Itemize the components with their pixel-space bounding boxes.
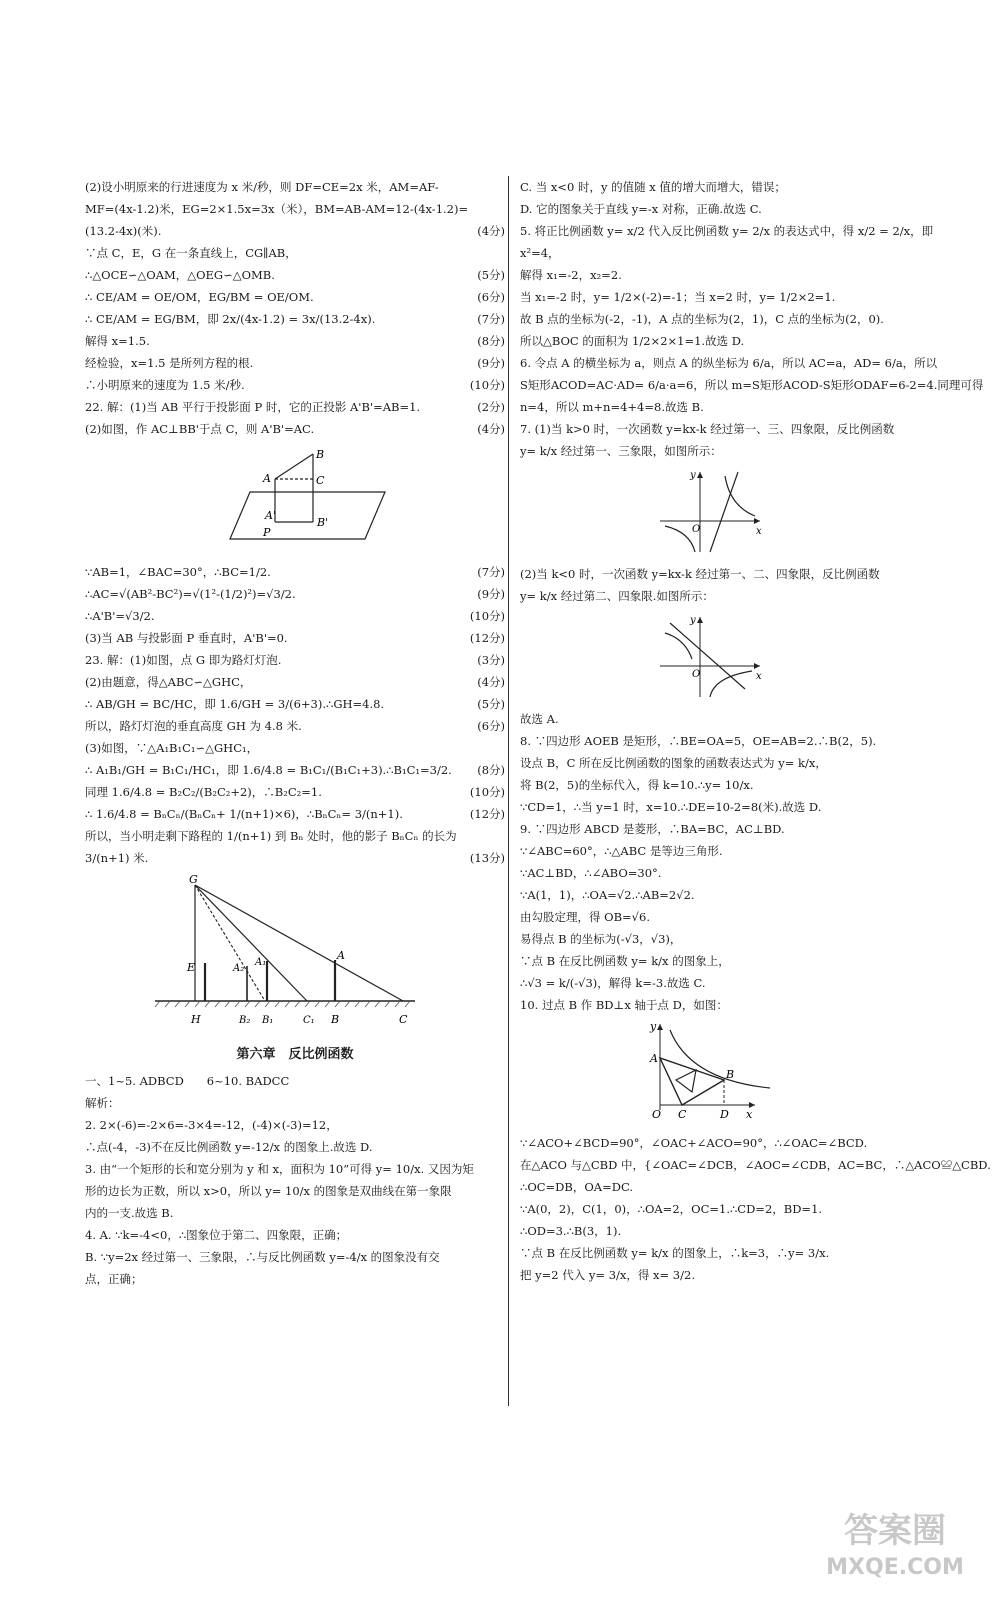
graph2-label-x: x <box>756 671 762 682</box>
line-text: 易得点 B 的坐标为(-√3，√3)， <box>520 932 682 946</box>
watermark-logo <box>810 1502 980 1582</box>
text-line <box>85 649 505 671</box>
score-mark: (5分) <box>477 697 505 711</box>
line-text: ∴ 1.6/4.8 = BₙCₙ/(BₙCₙ+ 1/(n+1)×6)，∴BₙCₙ= 3/(n+1). <box>85 807 403 821</box>
fig10-label-x: x <box>746 1108 753 1121</box>
text-line <box>85 605 505 627</box>
text-line <box>85 1224 505 1246</box>
line-text: C. 当 x<0 时，y 的值随 x 值的增大而增大，错误； <box>520 180 786 194</box>
fig22-label-C: C <box>316 474 325 487</box>
line-text: (3)如图，∵△A₁B₁C₁∽△GHC₁， <box>85 741 259 755</box>
line-text: ∴A'B'=√3/2. <box>85 609 155 623</box>
text-line <box>85 1180 505 1202</box>
line-text: ∴点(-4，-3)不在反比例函数 y=-12/x 的图象上.故选 D. <box>85 1140 373 1154</box>
text-line <box>520 374 984 396</box>
line-text: 内的一支.故选 B. <box>85 1206 174 1220</box>
text-line <box>520 708 940 730</box>
line-text: 22. 解：(1)当 AB 平行于投影面 P 时，它的正投影 A'B'=AB=1. <box>85 400 421 414</box>
text-line <box>520 308 940 330</box>
line-text: ∴小明原来的速度为 1.5 米/秒. <box>85 378 245 392</box>
score-mark: (12分) <box>469 631 505 645</box>
text-line <box>520 862 940 884</box>
fig23-label-B2: B₂ <box>239 1015 251 1026</box>
line-text: (2)如图，作 AC⊥BB'于点 C，则 A'B'=AC. <box>85 422 315 436</box>
text-line <box>85 781 505 803</box>
text-line <box>85 627 505 649</box>
text-line <box>520 352 940 374</box>
line-text: 4. A. ∵k=-4<0，∴图象位于第二、四象限，正确； <box>85 1228 348 1242</box>
text-line <box>520 440 940 462</box>
right-block-1 <box>520 176 984 462</box>
fig23-label-B1: B₁ <box>262 1015 274 1026</box>
text-line <box>85 671 505 693</box>
text-line <box>520 730 940 752</box>
line-text: 一、1~5. ADBCD 6~10. BADCC <box>85 1074 290 1088</box>
line-text: ∴ A₁B₁/GH = B₁C₁/HC₁，即 1.6/4.8 = B₁C₁/(B₁C₁+3).∴B₁C₁=3/2. <box>85 763 452 777</box>
line-text: 6. 令点 A 的横坐标为 a，则点 A 的纵坐标为 6/a，所以 AC=a，AD= 6/a，所以 <box>520 356 938 370</box>
fig10-label-y: y <box>650 1020 657 1033</box>
figure-22-projection <box>85 444 505 554</box>
text-line <box>85 693 505 715</box>
text-line <box>85 308 505 330</box>
text-line <box>85 715 505 737</box>
score-mark: (13分) <box>469 851 505 865</box>
fig23-label-A2: A₂ <box>233 963 245 974</box>
right-block-2 <box>520 563 940 607</box>
fig22-label-B1: B' <box>317 516 329 529</box>
right-block-4 <box>520 1132 991 1286</box>
line-text: ∴AC=√(AB²-BC²)=√(1²-(1/2)²)=√3/2. <box>85 587 296 601</box>
text-line <box>520 752 940 774</box>
column-divider <box>508 176 509 1406</box>
line-text: 解析： <box>85 1096 120 1110</box>
line-text: 经检验，x=1.5 是所列方程的根. <box>85 356 254 370</box>
line-text: (2)由题意，得△ABC∽△GHC， <box>85 675 252 689</box>
score-mark: (6分) <box>477 719 505 733</box>
watermark-bottom: MXQE.COM <box>826 1555 964 1580</box>
fig23-label-E: E <box>187 961 196 974</box>
line-text: ∴ AB/GH = BC/HC，即 1.6/GH = 3/(6+3).∴GH=4.8. <box>85 697 385 711</box>
left-block-3 <box>85 1070 505 1290</box>
line-text: S矩形ACOD=AC·AD= 6/a·a=6，所以 m=S矩形ACOD-S矩形ODAF=6-2=4.同理可得 <box>520 378 984 392</box>
text-line <box>520 818 940 840</box>
line-text: ∴ CE/AM = OE/OM，EG/BM = OE/OM. <box>85 290 314 304</box>
text-line <box>520 585 940 607</box>
text-line <box>520 396 940 418</box>
text-line <box>85 1114 505 1136</box>
score-mark: (5分) <box>477 268 505 282</box>
text-line <box>520 972 940 994</box>
line-text: ∴OC=DB，OA=DC. <box>520 1180 633 1194</box>
line-text: 2. 2×(-6)=-2×6=-3×4=-12，(-4)×(-3)=12， <box>85 1118 338 1132</box>
text-line <box>520 840 940 862</box>
text-line <box>85 242 505 264</box>
text-line <box>85 847 505 869</box>
line-text: (2)设小明原来的行进速度为 x 米/秒，则 DF=CE=2x 米，AM=AF- <box>85 180 439 194</box>
left-block-2 <box>85 561 505 869</box>
line-text: 3/(n+1) 米. <box>85 851 149 865</box>
line-text: 点，正确； <box>85 1272 143 1286</box>
score-mark: (12分) <box>469 807 505 821</box>
text-line <box>85 1136 505 1158</box>
text-line <box>85 825 505 847</box>
line-text: ∴△OCE∽△OAM，△OEG∽△OMB. <box>85 268 275 282</box>
text-line <box>520 928 940 950</box>
line-text: 设点 B，C 所在反比例函数的图象的函数表达式为 y= k/x， <box>520 756 827 770</box>
score-mark: (3分) <box>477 653 505 667</box>
line-text: MF=(4x-1.2)米，EG=2×1.5x=3x（米），BM=AB-AM=12-(4x-1.2)= <box>85 202 469 216</box>
line-text: 7. (1)当 k>0 时，一次函数 y=kx-k 经过第一、三、四象限，反比例函数 <box>520 422 895 436</box>
text-line <box>520 1242 940 1264</box>
text-line <box>520 1198 940 1220</box>
fig23-label-B: B <box>331 1013 340 1026</box>
score-mark: (8分) <box>477 334 505 348</box>
line-text: (3)当 AB 与投影面 P 垂直时，A'B'=0. <box>85 631 288 645</box>
text-line <box>85 759 505 781</box>
text-line <box>520 1132 940 1154</box>
text-line <box>85 1246 505 1268</box>
text-line <box>85 737 505 759</box>
fig10-label-A: A <box>650 1052 658 1065</box>
left-column <box>85 176 505 1290</box>
text-line <box>85 1092 505 1114</box>
text-line <box>520 330 940 352</box>
line-text: ∵CD=1，∴当 y=1 时，x=10.∴DE=10-2=8(米).故选 D. <box>520 800 822 814</box>
text-line <box>85 1268 505 1290</box>
text-line <box>85 1158 505 1180</box>
right-column <box>520 176 991 1286</box>
text-line <box>520 950 940 972</box>
graph2-label-y: y <box>690 615 696 626</box>
line-text: D. 它的图象关于直线 y=-x 对称，正确.故选 C. <box>520 202 762 216</box>
line-text: 把 y=2 代入 y= 3/x，得 x= 3/2. <box>520 1268 695 1282</box>
graph1-label-y: y <box>690 470 696 481</box>
chapter-title: 第六章 反比例函数 <box>236 1047 354 1062</box>
text-line <box>520 220 940 242</box>
line-text: 故 B 点的坐标为(-2，-1)，A 点的坐标为(2，1)，C 点的坐标为(2，0). <box>520 312 884 326</box>
line-text: 形的边长为正数，所以 x>0，所以 y= 10/x 的图象是双曲线在第一象限 <box>85 1184 452 1198</box>
text-line <box>85 1070 505 1092</box>
line-text: 所以△BOC 的面积为 1/2×2×1=1.故选 D. <box>520 334 745 348</box>
line-text: 5. 将正比例函数 y= x/2 代入反比例函数 y= 2/x 的表达式中，得 x/2 = 2/x，即 <box>520 224 934 238</box>
text-line <box>520 563 940 585</box>
fig22-label-B: B <box>316 448 325 461</box>
line-text: ∵AB=1，∠BAC=30°，∴BC=1/2. <box>85 565 271 579</box>
text-line <box>85 1202 505 1224</box>
text-line <box>85 583 505 605</box>
fig10-label-B: B <box>726 1068 735 1081</box>
fig10-label-C: C <box>678 1108 687 1121</box>
text-line <box>520 286 940 308</box>
text-line <box>85 803 505 825</box>
figure-23-streetlight <box>85 873 505 1033</box>
text-line <box>85 561 505 583</box>
line-text: 解得 x₁=-2，x₂=2. <box>520 268 622 282</box>
line-text: 当 x₁=-2 时，y= 1/2×(-2)=-1；当 x=2 时，y= 1/2×2=1. <box>520 290 836 304</box>
fig23-label-A: A <box>337 949 345 962</box>
line-text: ∵AC⊥BD，∴∠ABO=30°. <box>520 866 662 880</box>
line-text: 8. ∵四边形 AOEB 是矩形，∴BE=OA=5，OE=AB=2.∴B(2，5). <box>520 734 877 748</box>
text-line <box>520 242 940 264</box>
text-line <box>85 418 505 440</box>
text-line <box>520 1176 940 1198</box>
right-block-3 <box>520 708 940 1016</box>
text-line <box>85 198 505 220</box>
score-mark: (10分) <box>469 785 505 799</box>
line-text: ∴ CE/AM = EG/BM，即 2x/(4x-1.2) = 3x/(13.2-4x). <box>85 312 376 326</box>
text-line <box>520 198 940 220</box>
score-mark: (10分) <box>469 378 505 392</box>
text-line <box>520 264 940 286</box>
fig23-label-C1: C₁ <box>303 1015 315 1026</box>
line-text: 3. 由“一个矩形的长和宽分别为 y 和 x，面积为 10”可得 y= 10/x. 又因为矩 <box>85 1162 474 1176</box>
line-text: ∵A(0，2)，C(1，0)，∴OA=2，OC=1.∴CD=2，BD=1. <box>520 1202 823 1216</box>
text-line <box>85 176 505 198</box>
graph2-label-O: O <box>692 669 701 680</box>
text-line <box>520 1264 940 1286</box>
score-mark: (10分) <box>469 609 505 623</box>
line-text: (2)当 k<0 时，一次函数 y=kx-k 经过第一、二、四象限，反比例函数 <box>520 567 880 581</box>
fig23-label-H: H <box>191 1013 201 1026</box>
line-text: ∴√3 = k/(-√3)，解得 k=-3.故选 C. <box>520 976 706 990</box>
text-line <box>85 374 505 396</box>
line-text: y= k/x 经过第二、四象限.如图所示： <box>520 589 714 603</box>
fig23-label-G: G <box>189 873 198 886</box>
line-text: 9. ∵四边形 ABCD 是菱形，∴BA=BC，AC⊥BD. <box>520 822 785 836</box>
text-line <box>520 884 940 906</box>
line-text: y= k/x 经过第一、三象限，如图所示： <box>520 444 722 458</box>
fig23-label-A1: A₁ <box>255 957 267 968</box>
line-text: ∵点 C，E，G 在一条直线上，CG∥AB， <box>85 246 297 260</box>
line-text: 由勾股定理，得 OB=√6. <box>520 910 650 924</box>
fig22-label-P: P <box>263 526 271 539</box>
text-line <box>520 176 940 198</box>
line-text: n=4，所以 m+n=4+4=8.故选 B. <box>520 400 704 414</box>
score-mark: (8分) <box>477 763 505 777</box>
line-text: ∵∠ACO+∠BCD=90°，∠OAC+∠ACO=90°，∴∠OAC=∠BCD. <box>520 1136 868 1150</box>
text-line <box>85 264 505 286</box>
fig22-label-A: A <box>263 472 271 485</box>
score-mark: (4分) <box>477 675 505 689</box>
line-text: ∵∠ABC=60°，∴△ABC 是等边三角形. <box>520 844 723 858</box>
score-mark: (6分) <box>477 290 505 304</box>
text-line <box>520 1220 940 1242</box>
text-line <box>520 994 940 1016</box>
score-mark: (7分) <box>477 312 505 326</box>
score-mark: (4分) <box>477 422 505 436</box>
text-line <box>520 418 940 440</box>
fig23-label-C: C <box>399 1013 408 1026</box>
fig10-label-D: D <box>720 1108 729 1121</box>
score-mark: (9分) <box>477 356 505 370</box>
graph-k-positive <box>520 466 940 556</box>
line-text: 在△ACO 与△CBD 中，{∠OAC=∠DCB，∠AOC=∠CDB，AC=BC，∴△ACO≌△CBD. <box>520 1158 991 1172</box>
score-mark: (7分) <box>477 565 505 579</box>
line-text: 故选 A. <box>520 712 559 726</box>
text-line <box>520 774 940 796</box>
score-mark: (9分) <box>477 587 505 601</box>
line-text: ∵A(1，1)，∴OA=√2.∴AB=2√2. <box>520 888 695 902</box>
text-line <box>85 330 505 352</box>
graph1-label-O: O <box>692 524 701 535</box>
score-mark: (2分) <box>477 400 505 414</box>
line-text: 同理 1.6/4.8 = B₂C₂/(B₂C₂+2)，∴B₂C₂=1. <box>85 785 322 799</box>
line-text: B. ∵y=2x 经过第一、三象限，∴与反比例函数 y=-4/x 的图象没有交 <box>85 1250 440 1264</box>
fig10-label-O: O <box>652 1108 662 1121</box>
line-text: 将 B(2，5)的坐标代入，得 k=10.∴y= 10/x. <box>520 778 754 792</box>
figure-10-coordinate <box>520 1020 940 1125</box>
left-block-1 <box>85 176 505 440</box>
score-mark: (4分) <box>477 224 505 238</box>
watermark-top: 答案圈 <box>844 1511 946 1551</box>
text-line <box>520 906 940 928</box>
line-text: 23. 解：(1)如图，点 G 即为路灯灯泡. <box>85 653 282 667</box>
text-line <box>85 396 505 418</box>
line-text: ∵点 B 在反比例函数 y= k/x 的图象上， <box>520 954 730 968</box>
text-line <box>520 1154 991 1176</box>
line-text: 所以，路灯灯泡的垂直高度 GH 为 4.8 米. <box>85 719 302 733</box>
line-text: (13.2-4x)(米). <box>85 224 162 238</box>
line-text: 所以，当小明走剩下路程的 1/(n+1) 到 Bₙ 处时，他的影子 BₙCₙ 的长为 <box>85 829 457 843</box>
line-text: 解得 x=1.5. <box>85 334 150 348</box>
graph-k-negative <box>520 611 940 701</box>
text-line <box>85 286 505 308</box>
text-line <box>520 796 940 818</box>
line-text: x²=4， <box>520 246 560 260</box>
text-line <box>85 220 505 242</box>
line-text: ∵点 B 在反比例函数 y= k/x 的图象上，∴k=3，∴y= 3/x. <box>520 1246 830 1260</box>
line-text: 10. 过点 B 作 BD⊥x 轴于点 D，如图： <box>520 998 728 1012</box>
text-line <box>85 352 505 374</box>
line-text: ∴OD=3.∴B(3，1). <box>520 1224 622 1238</box>
graph1-label-x: x <box>756 526 762 537</box>
fig22-label-A1: A' <box>265 509 276 522</box>
